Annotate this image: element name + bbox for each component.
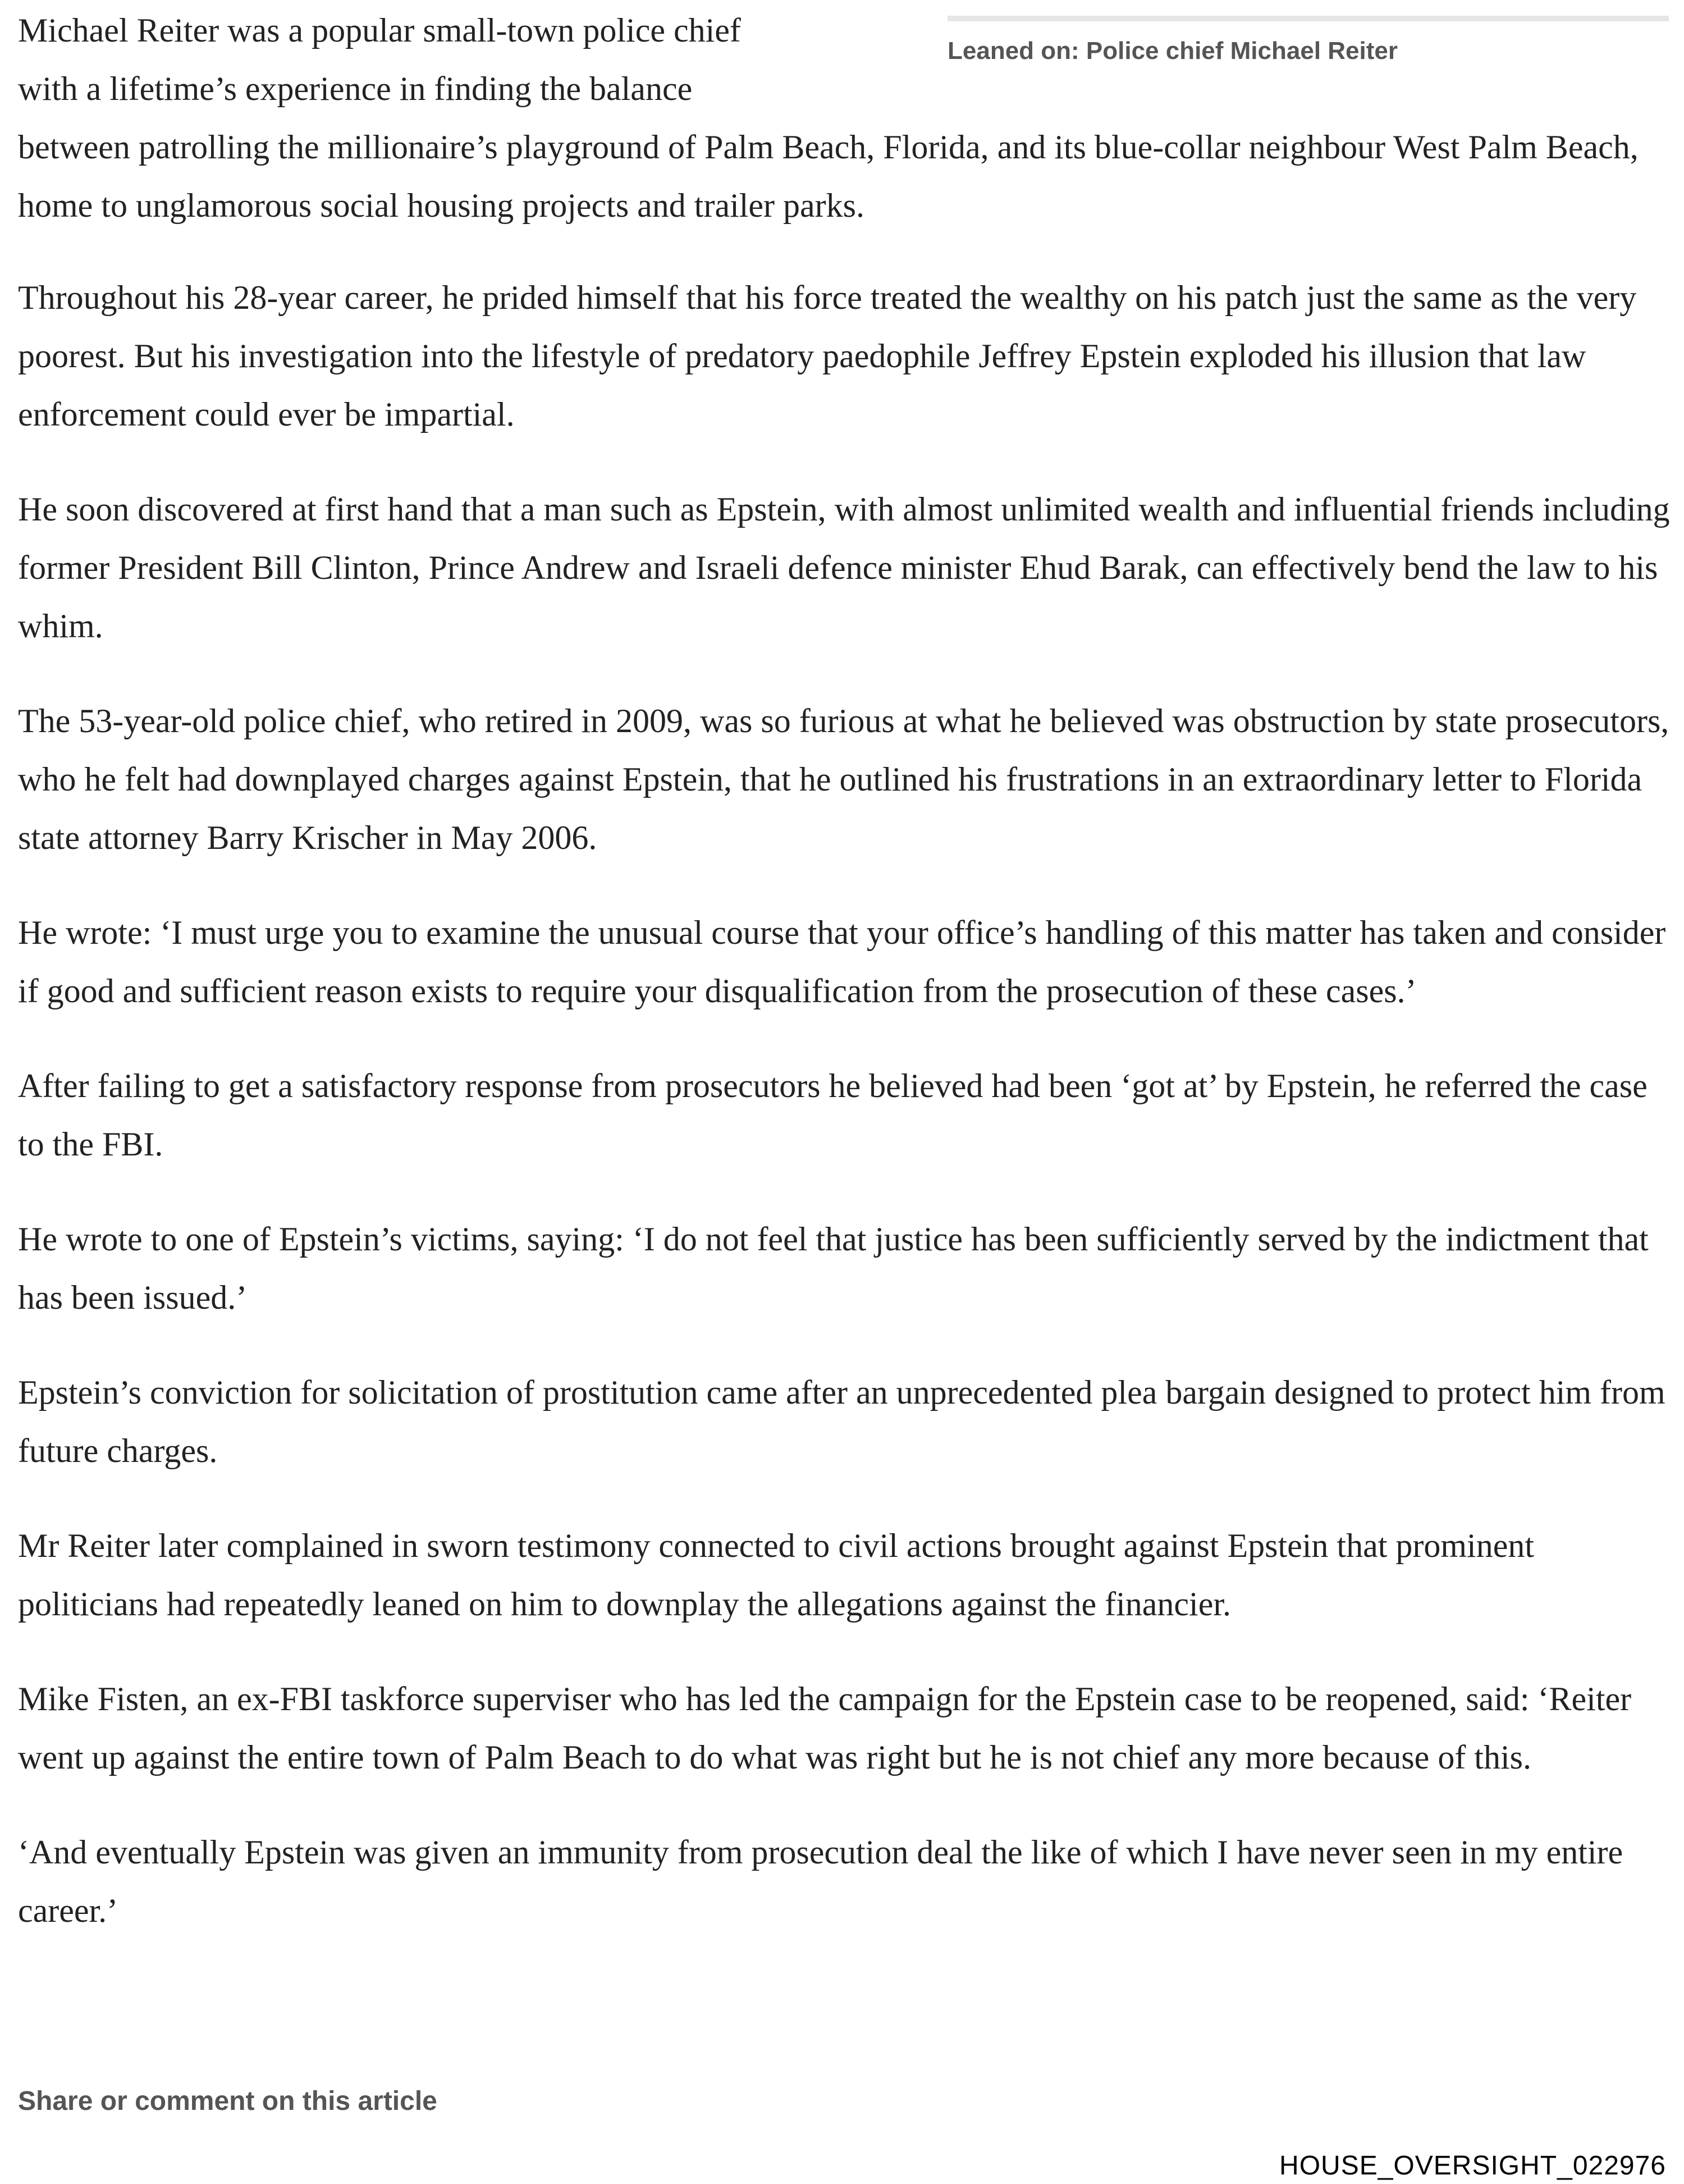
article-paragraph-6: After failing to get a satisfactory response from prosecutors he believed had been ‘got at’ by Epstein, he referred the case to the FBI. xyxy=(18,1067,1648,1163)
paragraph-1-line-2: with a lifetime’s experience in finding the balance xyxy=(18,70,693,107)
share-or-comment-link[interactable]: Share or comment on this article xyxy=(18,2086,437,2116)
article-paragraph-5: He wrote: ‘I must urge you to examine the unusual course that your office’s handling of this matter has taken and consider if good and sufficient reason exists to require your disqualification from the prosecution of these cases.’ xyxy=(18,914,1666,1009)
article-paragraph-9: Mr Reiter later complained in sworn testimony connected to civil actions brought against Epstein that prominent politicians had repeatedly leaned on him to downplay the allegations against the financier. xyxy=(18,1527,1535,1623)
article-paragraph-7: He wrote to one of Epstein’s victims, saying: ‘I do not feel that justice has been sufficiently served by the indictment that has been issued.’ xyxy=(18,1221,1649,1316)
article-paragraph-8: Epstein’s conviction for solicitation of prostitution came after an unprecedented plea bargain designed to protect him from future charges. xyxy=(18,1374,1665,1469)
article-paragraph-1 xyxy=(18,1,1671,235)
document-id-stamp: HOUSE_OVERSIGHT_022976 xyxy=(1279,2151,1666,2181)
paragraph-1-line-1: Michael Reiter was a popular small-town police chief xyxy=(18,12,741,49)
paragraph-1-rest: between patrolling the millionaire’s playground of Palm Beach, Florida, and its blue-collar neighbour West Palm Beach, home to unglamorous social housing projects and trailer parks. xyxy=(18,129,1639,224)
article-paragraph-4: The 53-year-old police chief, who retired in 2009, was so furious at what he believed was obstruction by state prosecutors, who he felt had downplayed charges against Epstein, that he outlined his frustrations in an extraordinary letter to Florida state attorney Barry Krischer in May 2006. xyxy=(18,702,1669,856)
article-paragraph-10: Mike Fisten, an ex-FBI taskforce superviser who has led the campaign for the Epstein case to be reopened, said: ‘Reiter went up against the entire town of Palm Beach to do what was right but he is not chief any more because of this. xyxy=(18,1680,1632,1776)
article-paragraph-2: Throughout his 28-year career, he prided himself that his force treated the wealthy on his patch just the same as the very poorest. But his investigation into the lifestyle of predatory paedophile Jeffrey Epstein exploded his illusion that law enforcement could ever be impartial. xyxy=(18,279,1637,433)
article-paragraph-11: ‘And eventually Epstein was given an immunity from prosecution deal the like of which I have never seen in my entire career.’ xyxy=(18,1834,1623,1929)
image-caption: Leaned on: Police chief Michael Reiter xyxy=(948,37,1398,65)
article-body xyxy=(18,1,1671,1976)
article-paragraph-3: He soon discovered at first hand that a man such as Epstein, with almost unlimited wealth and influential friends including former President Bill Clinton, Prince Andrew and Israeli defence minister Ehud Barak, can effectively bend the law to his whim. xyxy=(18,491,1670,645)
